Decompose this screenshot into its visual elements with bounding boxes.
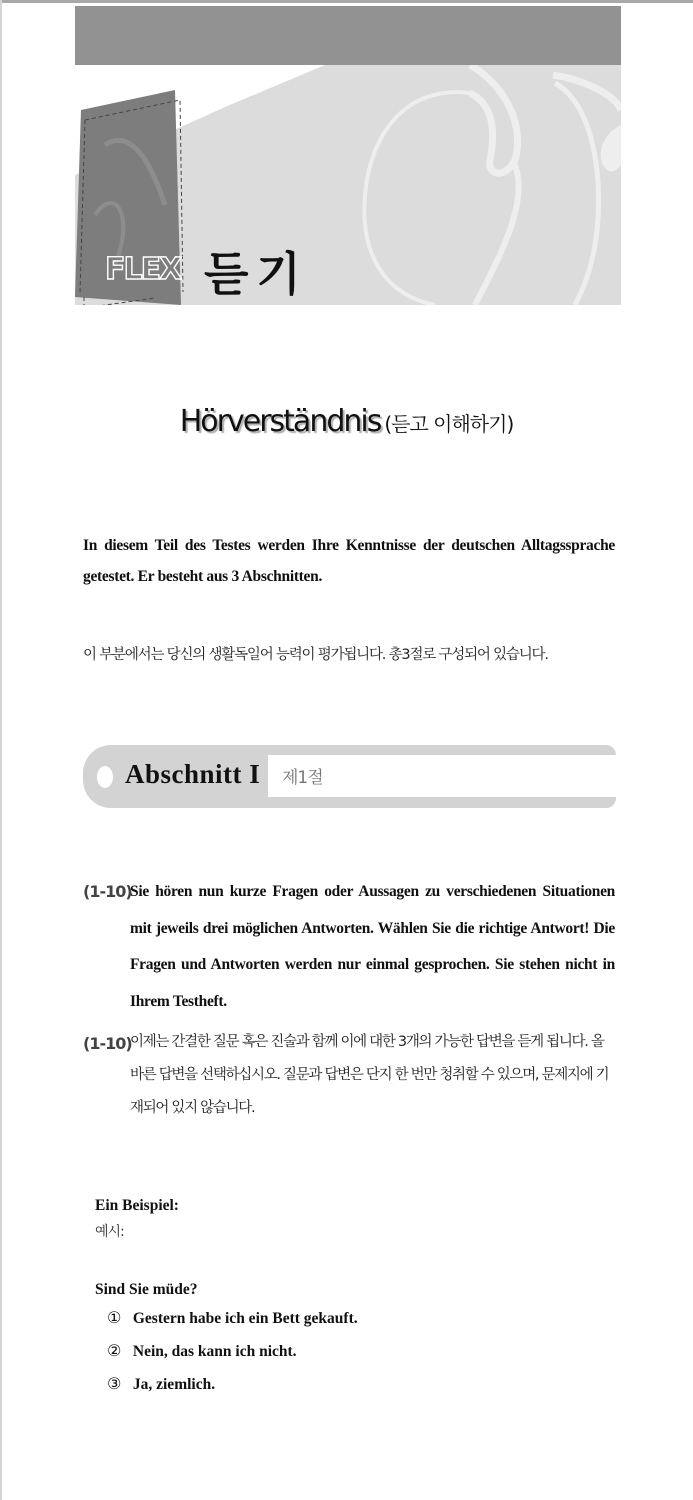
- instructions-text-de: Sie hören nun kurze Fragen oder Aussagen zu verschiedenen Situationen mit jeweils drei möglichen Antworten. Wählen Sie die richtige Antwort! Die Fragen und Antworten werden nur einmal gesprochen. Sie stehen nicht in Ihrem Testheft.: [130, 883, 615, 1010]
- example-block: [95, 1194, 495, 1401]
- page-title: [0, 404, 693, 439]
- option-text: Gestern habe ich ein Bett gekauft.: [132, 1310, 358, 1327]
- page-top-border: [0, 0, 693, 3]
- option-number-icon: ②: [107, 1341, 122, 1360]
- instructions-ko: [83, 1026, 615, 1125]
- answer-option: [107, 1302, 495, 1335]
- instructions-de: [83, 874, 615, 1020]
- intro-text-ko: 이 부분에서는 당신의 생활독일어 능력이 평가됩니다. 총3절로 구성되어 있습니다.: [83, 647, 548, 663]
- section-label: Abschnitt I: [125, 759, 261, 789]
- answer-option: [107, 1335, 495, 1368]
- bullet-icon: [97, 766, 113, 788]
- example-heading-ko: 예시:: [95, 1224, 124, 1240]
- option-number-icon: ①: [107, 1308, 122, 1327]
- header-band: [75, 6, 621, 65]
- page-title-ko: (듣고 이해하기): [384, 412, 514, 436]
- option-text: Nein, das kann ich nicht.: [132, 1343, 297, 1360]
- question-range: (1-10): [83, 1034, 132, 1053]
- section-label-box: [268, 755, 616, 797]
- example-question: Sind Sie müde?: [95, 1281, 198, 1298]
- intro-text-de: In diesem Teil des Testes werden Ihre Kenntnisse der deutschen Alltagssprache getestet. Er besteht aus 3 Abschnitten.: [83, 537, 615, 585]
- page-left-border: [0, 0, 2, 1500]
- option-text: Ja, ziemlich.: [132, 1376, 216, 1393]
- answer-option: [107, 1368, 495, 1401]
- page-title-de: Hörverständnis: [179, 404, 381, 439]
- option-number-icon: ③: [107, 1374, 122, 1393]
- question-range: (1-10): [83, 882, 132, 901]
- section-label-ko: 제1절: [282, 768, 323, 788]
- section-header: [83, 745, 616, 808]
- example-heading-de: Ein Beispiel:: [95, 1197, 179, 1214]
- instructions-text-ko: 이제는 간결한 질문 혹은 진술과 함께 이에 대한 3개의 가능한 답변을 듣게 됩니다. 올바른 답변을 선택하십시오. 질문과 답변은 단지 한 번만 청취할 수 있으며, 문제지에 기재되어 있지 않습니다.: [130, 1034, 609, 1116]
- flex-logo: FLEX: [105, 252, 181, 287]
- banner-title: 듣기: [204, 247, 309, 301]
